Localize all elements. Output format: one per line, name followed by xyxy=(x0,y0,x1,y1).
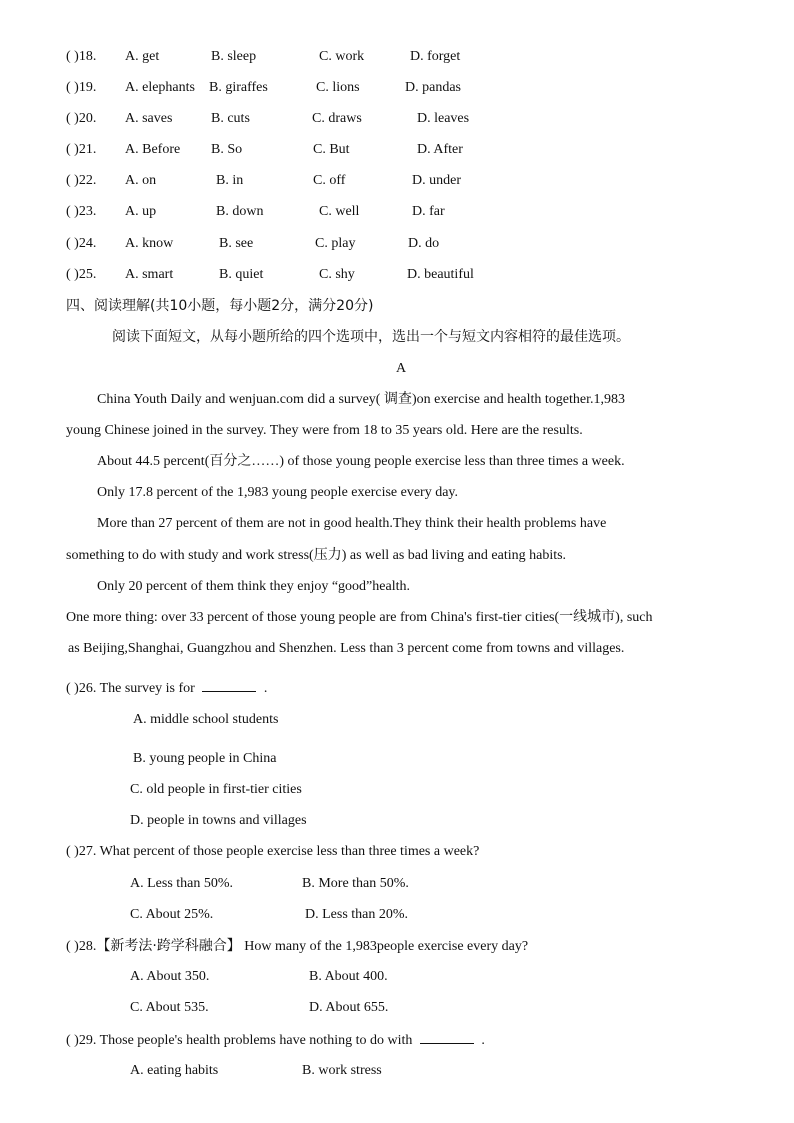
question-tag: 【新考法·跨学科融合】 xyxy=(96,938,241,954)
passage-line: More than 27 percent of them are not in good health.They think their health problems have xyxy=(97,516,607,531)
question-number: ( )25. xyxy=(66,267,97,282)
option-a: A. up xyxy=(125,204,157,219)
option-b: B. sleep xyxy=(211,49,257,64)
option-d: D. pandas xyxy=(405,80,461,95)
option-c: C. draws xyxy=(312,111,362,126)
option-a: A. on xyxy=(125,173,157,188)
option-c: C. About 535. xyxy=(130,1000,209,1015)
option-a: A. saves xyxy=(125,111,173,126)
question-stem xyxy=(66,937,528,956)
passage-line: One more thing: over 33 percent of those young people are from China's first-tier cities(一线城市), such xyxy=(66,610,653,625)
option-b: B. see xyxy=(219,236,254,251)
passage-line: young Chinese joined in the survey. They were from 18 to 35 years old. Here are the results. xyxy=(66,423,583,438)
question-number: ( )19. xyxy=(66,80,97,95)
question-stem xyxy=(66,1031,485,1050)
option-c: C. well xyxy=(319,204,360,219)
section-heading: 四、阅读理解(共10小题，每小题2分，满分20分) xyxy=(66,298,374,314)
passage-line: Only 20 percent of them think they enjoy “good”health. xyxy=(97,579,410,594)
option-d: D. After xyxy=(417,142,463,157)
stem-end: . xyxy=(481,1033,485,1048)
option-d: D. people in towns and villages xyxy=(130,813,307,828)
option-b: B. down xyxy=(216,204,264,219)
stem-text: ( )26. The survey is for xyxy=(66,681,195,696)
option-d: D. do xyxy=(408,236,440,251)
option-c: C. work xyxy=(319,49,365,64)
option-b: B. About 400. xyxy=(309,969,388,984)
option-a: A. Before xyxy=(125,142,181,157)
option-c: C. old people in first-tier cities xyxy=(130,782,302,797)
passage-line: something to do with study and work stress(压力) as well as bad living and eating habits. xyxy=(66,548,567,563)
question-number: ( )22. xyxy=(66,173,97,188)
option-d: D. beautiful xyxy=(407,267,474,282)
option-b: B. More than 50%. xyxy=(302,876,409,891)
option-b: B. giraffes xyxy=(209,80,268,95)
passage-label: A xyxy=(396,361,407,376)
section-instruction: 阅读下面短文，从每小题所给的四个选项中，选出一个与短文内容相符的最佳选项。 xyxy=(112,329,630,345)
question-stem: ( )27. What percent of those people exercise less than three times a week? xyxy=(66,844,480,859)
answer-blank xyxy=(202,679,256,692)
option-d: D. leaves xyxy=(417,111,470,126)
passage-line: China Youth Daily and wenjuan.com did a survey( 调查)on exercise and health together.1,983 xyxy=(97,392,625,407)
option-a: A. Less than 50%. xyxy=(130,876,234,891)
answer-blank xyxy=(420,1031,474,1044)
option-b: B. So xyxy=(211,142,243,157)
option-c: C. About 25%. xyxy=(130,907,214,922)
option-a: A. elephants xyxy=(125,80,195,95)
option-c: C. shy xyxy=(319,267,355,282)
question-number: ( )18. xyxy=(66,49,97,64)
question-number: ( )24. xyxy=(66,236,97,251)
option-d: D. Less than 20%. xyxy=(305,907,409,922)
question-number: ( )28. xyxy=(66,939,97,954)
stem-text: How many of the 1,983people exercise every day? xyxy=(244,939,529,954)
passage-line: as Beijing,Shanghai, Guangzhou and Shenzhen. Less than 3 percent come from towns and villages. xyxy=(68,641,625,656)
option-a: A. know xyxy=(125,236,174,251)
option-d: D. About 655. xyxy=(309,1000,389,1015)
option-d: D. forget xyxy=(410,49,461,64)
question-number: ( )20. xyxy=(66,111,97,126)
option-a: A. get xyxy=(125,49,160,64)
passage-line: Only 17.8 percent of the 1,983 young people exercise every day. xyxy=(97,485,459,500)
option-d: D. under xyxy=(412,173,461,188)
stem-end: . xyxy=(263,681,268,696)
question-number: ( )23. xyxy=(66,204,97,219)
option-d: D. far xyxy=(412,204,445,219)
question-stem xyxy=(66,679,267,698)
option-c: C. off xyxy=(313,173,346,188)
option-b: B. young people in China xyxy=(133,751,277,766)
option-b: B. quiet xyxy=(219,267,264,282)
option-a: A. eating habits xyxy=(130,1063,219,1078)
option-a: A. middle school students xyxy=(133,712,279,727)
option-b: B. work stress xyxy=(302,1063,382,1078)
option-c: C. But xyxy=(313,142,350,157)
option-a: A. About 350. xyxy=(130,969,210,984)
stem-text: ( )29. Those people's health problems have nothing to do with xyxy=(66,1033,413,1048)
option-b: B. cuts xyxy=(211,111,250,126)
passage-line: About 44.5 percent(百分之……) of those young people exercise less than three times a week. xyxy=(97,454,625,469)
question-number: ( )21. xyxy=(66,142,97,157)
option-c: C. lions xyxy=(316,80,360,95)
option-c: C. play xyxy=(315,236,356,251)
option-a: A. smart xyxy=(125,267,174,282)
option-b: B. in xyxy=(216,173,244,188)
